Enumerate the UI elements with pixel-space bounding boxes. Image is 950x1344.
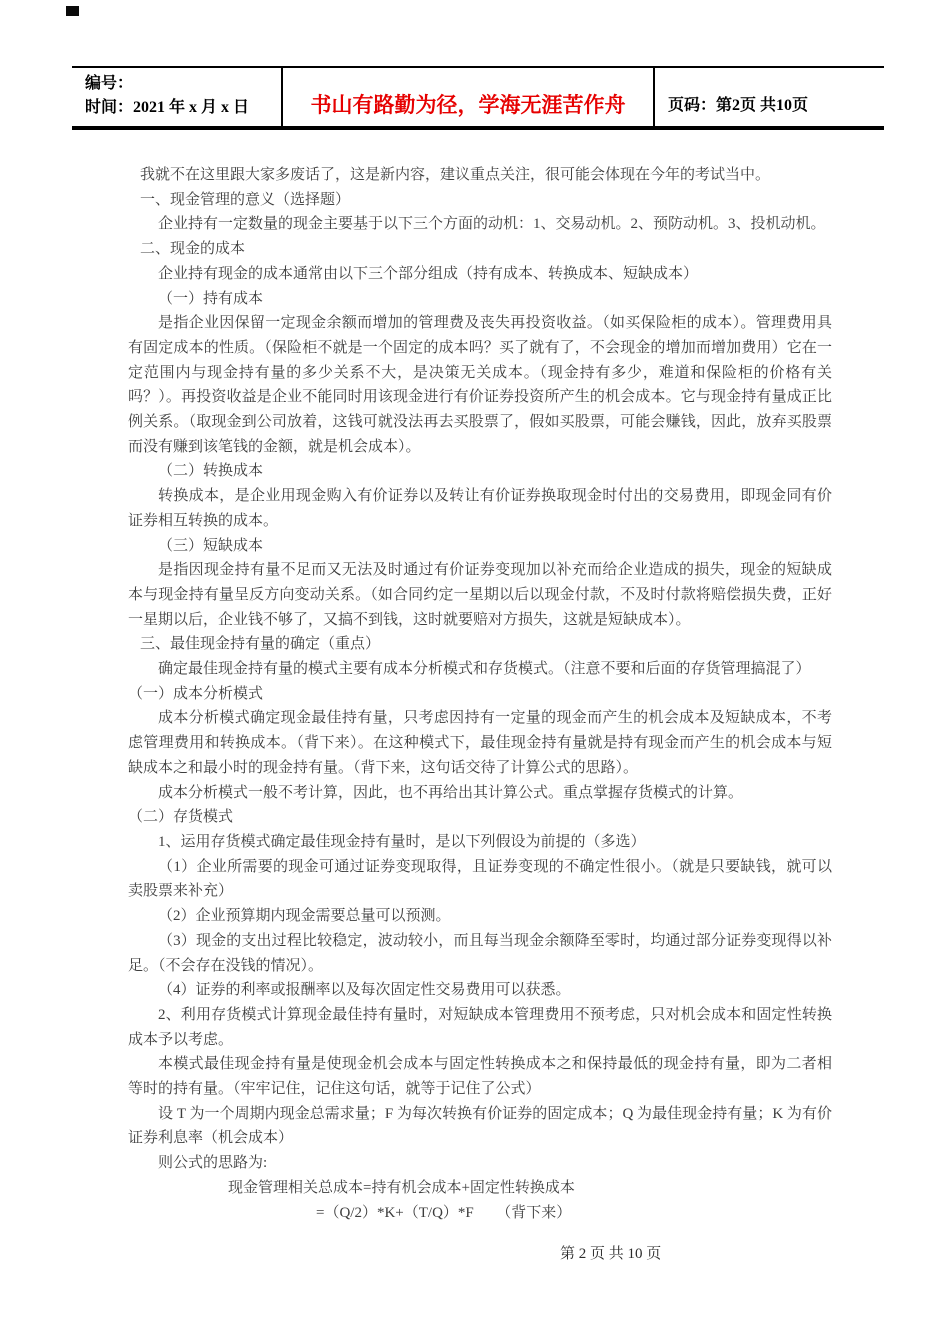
header-page-label: 页码：第2页 共10页 [668,96,809,114]
paragraph-indent: 确定最佳现金持有量的模式主要有成本分析模式和存货模式。（注意不要和后面的存货管理搞混了） [158,661,811,678]
paragraph-formula-main: 现金管理相关总成本=持有机会成本+固定性转换成本 [228,1179,575,1196]
header-cell-meta [72,68,283,126]
paragraph-flush: （二）存货模式 [128,809,234,826]
paragraph-indent: （二）转换成本 [158,463,264,480]
paragraph-indent: （3）现金的支出过程比较稳定，波动较小，而且每当现金余额降至零时，均通过部分证券变现得以补足。（不会存在没钱的情况）。 [128,932,832,974]
paragraph-indent: 本模式最佳现金持有量是使现金机会成本与固定性转换成本之和保持最低的现金持有量，即为二者相等时的持有量。（牢牢记住，记住这句话，就等于记住了公式） [128,1056,832,1098]
paragraph-flush: （一）成本分析模式 [128,685,264,702]
paragraph-indent: 设 T 为一个周期内现金总需求量；F 为每次转换有价证券的固定成本；Q 为最佳现金持有量；K 为有价证券利息率（机会成本） [128,1105,832,1147]
document-body [128,163,832,1225]
paragraph-indent: 是指企业因保留一定现金余额而增加的管理费及丧失再投资收益。（如买保险柜的成本）。管理费用具有固定成本的性质。（保险柜不就是一个固定的成本吗？买了就有了，不会现金的增加而增加费用）它在一定范围内与现金持有量的多少关系不大，是决策无关成本。（现金持有多少，难道和保险柜的价格有关吗？）。再投资收益是企业不能同时用该现金进行有价证券投资所产生的机会成本。它与现金持有量成正比例关系。（取现金到公司放着，这钱可就没法再去买股票了，假如买股票，可能会赚钱，因此，放弃买股票而没有赚到该笔钱的金额，就是机会成本）。 [128,315,832,455]
paragraph-indent: 1、运用存货模式确定最佳现金持有量时，是以下列假设为前提的（多选） [158,833,646,850]
paragraph-indent: （1）企业所需要的现金可通过证券变现取得，且证券变现的不确定性很小。（就是只要缺钱，就可以卖股票来补充） [128,858,832,900]
header-number-label: 编号： [85,75,134,92]
paragraph-indent: 则公式的思路为: [158,1155,268,1172]
paragraph-heading: 三、最佳现金持有量的确定（重点） [140,636,381,653]
paragraph-heading: 二、现金的成本 [140,241,246,258]
paragraph-indent: （一）持有成本 [158,290,264,307]
header-slogan: 书山有路勤为径，学海无涯苦作舟 [310,93,626,117]
footer-page-number: 第 2 页 共 10 页 [560,1246,662,1262]
paragraph-indent: 2、利用存货模式计算现金最佳持有量时，对短缺成本管理费用不预考虑，只对机会成本和固定性转换成本予以考虑。 [128,1006,832,1048]
page-corner-mark [66,6,79,16]
paragraph-indent: （三）短缺成本 [158,537,264,554]
paragraph-indent: 企业持有一定数量的现金主要基于以下三个方面的动机：1、交易动机。2、预防动机。3、投机动机。 [158,216,826,233]
paragraph-indent: （2）企业预算期内现金需要总量可以预测。 [158,908,451,925]
header-date-line: 时间：2021 年 x 月 x 日 [85,99,250,116]
paragraph-indent: 成本分析模式一般不考计算，因此，也不再给出其计算公式。重点掌握存货模式的计算。 [158,784,744,801]
paragraph-formula-calc: =（Q/2）*K+（T/Q）*F （背下来） [316,1204,572,1221]
paragraph-indent: （4）证券的利率或报酬率以及每次固定性交易费用可以获悉。 [158,982,571,999]
paragraph-indent: 成本分析模式确定现金最佳持有量，只考虑因持有一定量的现金而产生的机会成本及短缺成本，不考虑管理费用和转换成本。（背下来）。在这种模式下，最佳现金持有量就是持有现金而产生的机会成本与短缺成本之和最小时的现金持有量。（背下来，这句话交待了计算公式的思路）。 [128,710,832,776]
paragraph-indent: 是指因现金持有量不足而又无法及时通过有价证券变现加以补充而给企业造成的损失，现金的短缺成本与现金持有量呈反方向变动关系。（如合同约定一星期以后以现金付款，不及时付款将赔偿损失费，正好一星期以后，企业钱不够了，又搞不到钱，这时就要赔对方损失，这就是短缺成本）。 [128,562,832,628]
paragraph-heading: 一、现金管理的意义（选择题） [140,191,351,208]
paragraph-heading: 我就不在这里跟大家多废话了，这是新内容，建议重点关注，很可能会体现在今年的考试当中。 [140,167,771,183]
header-cell-slogan [283,68,655,126]
header-cell-page [655,68,884,126]
paragraph-indent: 转换成本，是企业用现金购入有价证券以及转让有价证券换取现金时付出的交易费用，即现金同有价证券相互转换的成本。 [128,488,832,529]
page-header-table [72,66,884,130]
paragraph-indent: 企业持有现金的成本通常由以下三个部分组成（持有成本、转换成本、短缺成本） [158,265,699,282]
